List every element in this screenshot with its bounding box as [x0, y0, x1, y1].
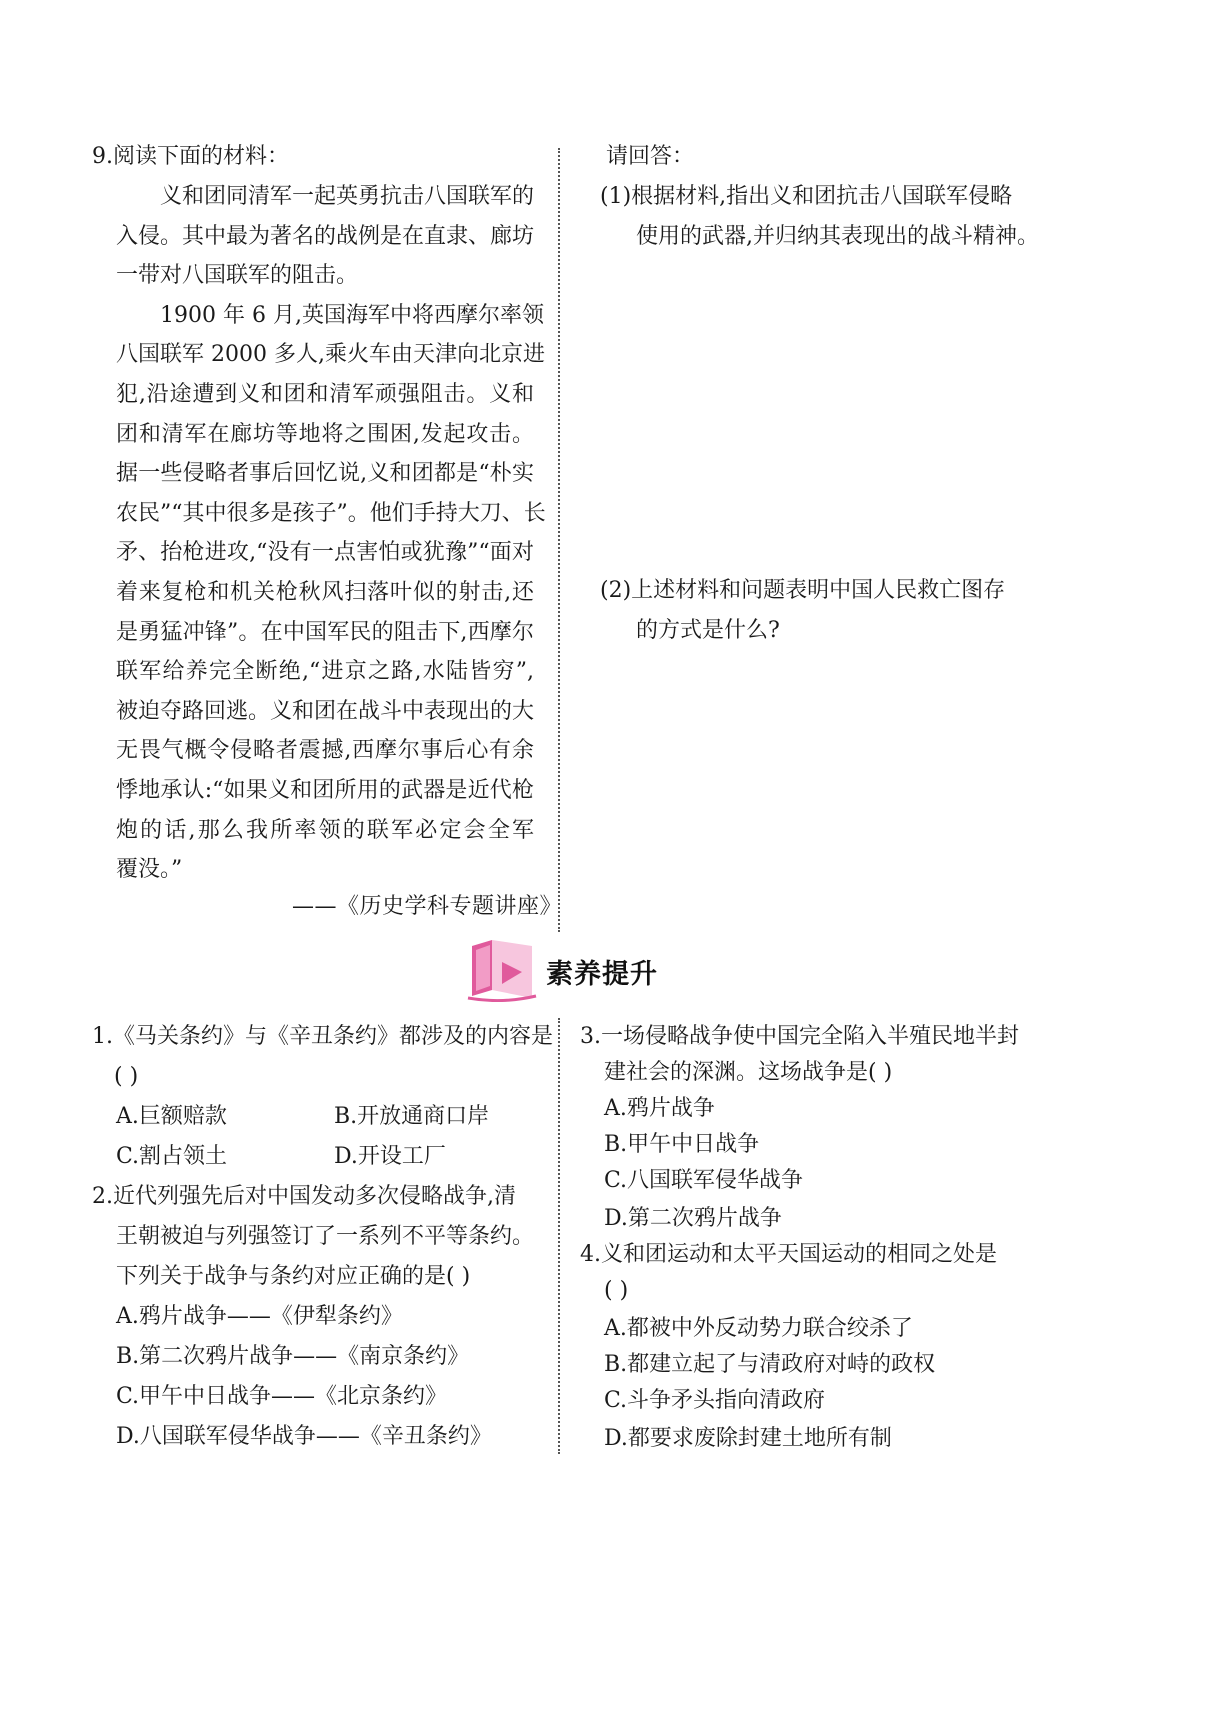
- q4-option-b: B.都建立起了与清政府对峙的政权: [604, 1352, 936, 1377]
- q2-stem-line2: 王朝被迫与列强签订了一系列不平等条约。: [116, 1224, 535, 1249]
- q9-material-line: 无畏气概令侵略者震撼,西摩尔事后心有余: [116, 738, 534, 764]
- q9-material-line: 犯,沿途遭到义和团和清军顽强阻击。义和: [116, 382, 534, 407]
- q9-material-line: 据一些侵略者事后回忆说,义和团都是“朴实: [116, 461, 534, 487]
- q9-material-line: 一带对八国联军的阻击。: [116, 263, 359, 289]
- q9-material-line: 农民”“其中很多是孩子”。他们手持大刀、长: [116, 500, 546, 526]
- q1-option-b: B.开放通商口岸: [334, 1104, 490, 1129]
- q9-material-line: 联军给养完全断绝,“进京之路,水陆皆穷”,: [116, 659, 534, 685]
- q9-material-line: 炮的话,那么我所率领的联军必定会全军: [116, 817, 534, 843]
- q3-stem-line1: 3.一场侵略战争使中国完全陷入半殖民地半封: [580, 1024, 1019, 1049]
- q9-material-line: 1900 年 6 月,英国海军中将西摩尔率领: [160, 302, 544, 328]
- q2-option-a: A.鸦片战争——《伊犁条约》: [116, 1304, 403, 1329]
- q9-answer-prompt: 请回答：: [606, 144, 695, 169]
- q2-option-d: D.八国联军侵华战争——《辛丑条约》: [116, 1424, 492, 1449]
- q9-material-line: 覆没。”: [116, 857, 183, 883]
- q3-option-b: B.甲午中日战争: [604, 1132, 760, 1157]
- q9-material-line: 矛、抬枪进攻,“没有一点害怕或犹豫”“面对: [116, 540, 534, 566]
- q9-material-line: 义和团同清军一起英勇抗击八国联军的: [160, 184, 535, 209]
- q2-option-c: C.甲午中日战争——《北京条约》: [116, 1384, 448, 1409]
- q3-option-c: C.八国联军侵华战争: [604, 1168, 804, 1193]
- q9-heading: 9.阅读下面的材料：: [92, 144, 289, 169]
- q4-option-d: D.都要求废除封建土地所有制: [604, 1426, 892, 1451]
- q9-sub1-line2: 使用的武器,并归纳其表现出的战斗精神。: [636, 224, 1039, 249]
- q9-source: ——《历史学科专题讲座》: [292, 894, 563, 919]
- q9-material-line: 是勇猛冲锋”。在中国军民的阻击下,西摩尔: [116, 619, 534, 645]
- q1-option-a: A.巨额赔款: [116, 1104, 227, 1129]
- q9-sub1-line1: (1)根据材料,指出义和团抗击八国联军侵略: [600, 184, 1013, 209]
- q9-material-line: 被迫夺路回逃。义和团在战斗中表现出的大: [116, 698, 535, 724]
- q1-answer-paren: ( ): [114, 1064, 139, 1089]
- q9-material-line: 悸地承认:“如果义和团所用的武器是近代枪: [116, 778, 534, 803]
- q9-sub2-line2: 的方式是什么?: [636, 618, 780, 643]
- q9-material-line: 着来复枪和机关枪秋风扫落叶似的射击,还: [116, 580, 534, 605]
- q2-option-b: B.第二次鸦片战争——《南京条约》: [116, 1344, 470, 1369]
- q2-stem-line1: 2.近代列强先后对中国发动多次侵略战争,清: [92, 1184, 516, 1209]
- q4-option-a: A.都被中外反动势力联合绞杀了: [604, 1316, 913, 1341]
- q3-option-a: A.鸦片战争: [604, 1096, 715, 1121]
- q1-option-c: C.割占领土: [116, 1144, 228, 1169]
- q4-answer-paren: ( ): [604, 1278, 629, 1303]
- q4-option-c: C.斗争矛头指向清政府: [604, 1388, 826, 1413]
- q9-material-line: 团和清军在廊坊等地将之围困,发起攻击。: [116, 421, 534, 447]
- q3-option-d: D.第二次鸦片战争: [604, 1206, 782, 1231]
- q4-stem: 4.义和团运动和太平天国运动的相同之处是: [580, 1242, 997, 1267]
- q3-stem-line2: 建社会的深渊。这场战争是( ): [604, 1060, 893, 1085]
- q9-material-line: 八国联军 2000 多人,乘火车由天津向北京进: [116, 342, 545, 368]
- q9-sub2-line1: (2)上述材料和问题表明中国人民救亡图存: [600, 578, 1006, 603]
- section-title: 素养提升: [546, 959, 658, 990]
- book-play-icon: [462, 938, 542, 1002]
- column-divider-bottom: [558, 1018, 560, 1454]
- column-divider: [558, 148, 560, 932]
- q2-stem-line3: 下列关于战争与条约对应正确的是( ): [116, 1264, 471, 1289]
- q1-stem: 1.《马关条约》与《辛丑条约》都涉及的内容是: [92, 1024, 553, 1049]
- q9-material-line: 入侵。其中最为著名的战例是在直隶、廊坊: [116, 223, 535, 249]
- q1-option-d: D.开设工厂: [334, 1144, 446, 1169]
